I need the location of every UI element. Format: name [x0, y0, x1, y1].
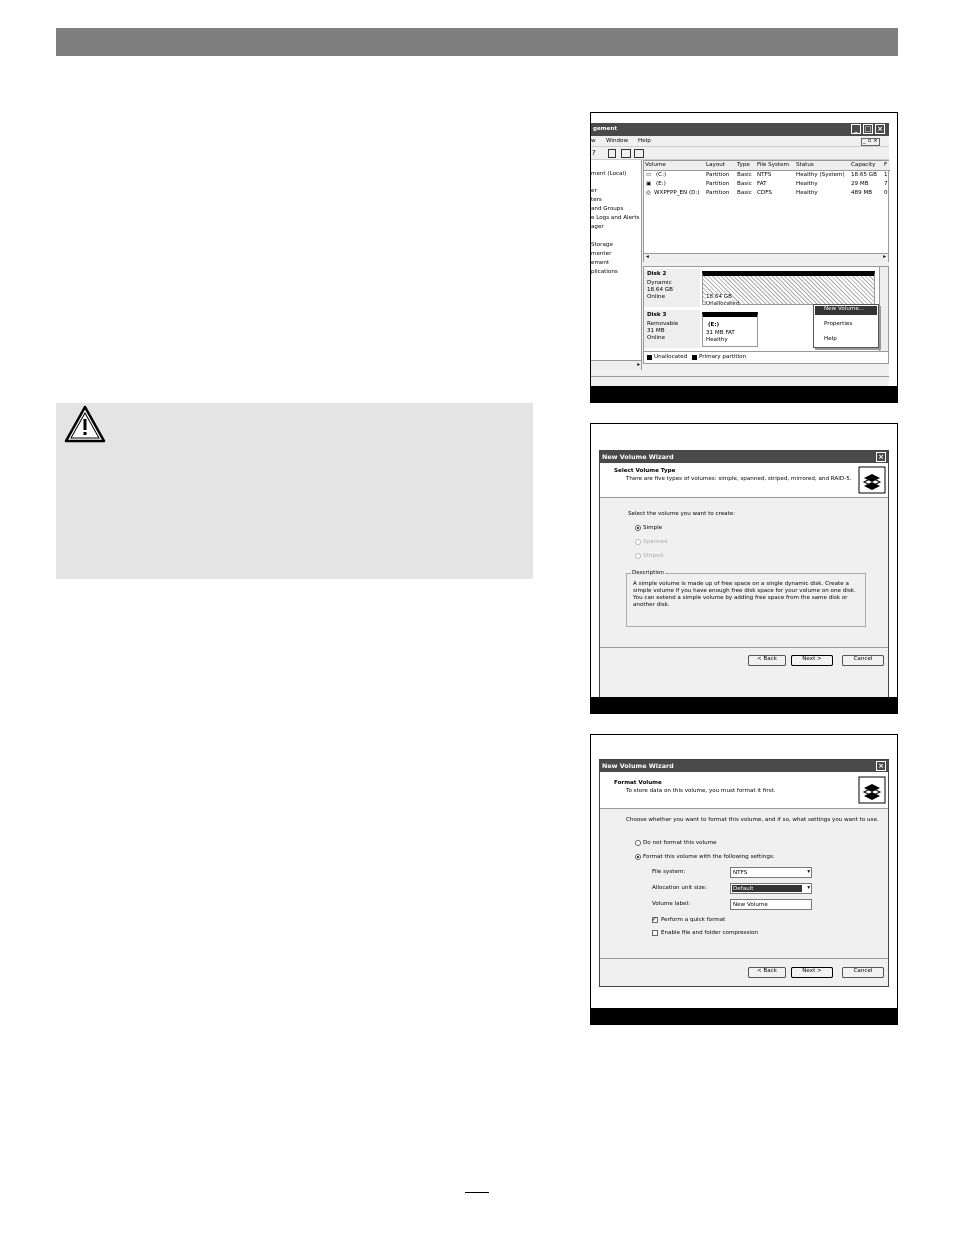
- title-bar: [591, 123, 889, 136]
- menu-bar: [591, 136, 889, 147]
- col-header[interactable]: Type: [737, 162, 750, 168]
- list-header: [644, 161, 890, 171]
- cancel-label: Cancel: [853, 968, 873, 974]
- disk2-size: 18.64 GB: [647, 287, 673, 293]
- legend-swatch: [692, 355, 697, 360]
- next-button[interactable]: [791, 655, 833, 666]
- screenshot-disk-management: [590, 112, 898, 403]
- drive-icon: ▭: [646, 172, 652, 178]
- disk2-label[interactable]: [644, 269, 700, 307]
- wizard-heading: Select Volume Type: [614, 468, 676, 474]
- close-button[interactable]: ×: [876, 761, 886, 771]
- wizard-subheading: There are five types of volumes: simple, spanned, striped, mirrored, and RAID-5.: [626, 476, 852, 482]
- scroll-right-icon[interactable]: ▸: [883, 254, 886, 260]
- legend-label: Primary partition: [699, 354, 747, 360]
- next-label: Next >: [802, 656, 822, 662]
- cell: NTFS: [757, 172, 772, 178]
- option-simple-label: Simple: [643, 525, 663, 531]
- cell: Healthy: [796, 190, 818, 196]
- check-mark-icon: ✓: [652, 916, 658, 923]
- tree-item[interactable]: ment (Local): [591, 171, 627, 177]
- tree-item[interactable]: er: [591, 188, 597, 194]
- table-row[interactable]: [644, 171, 890, 180]
- tree-item[interactable]: and Groups: [591, 206, 624, 212]
- disk3-state: Online: [647, 335, 666, 341]
- tree-item[interactable]: e Logs and Alerts: [591, 215, 640, 221]
- allocation-value: Default: [733, 886, 754, 892]
- tree-item[interactable]: ters: [591, 197, 602, 203]
- list-horizontal-scrollbar[interactable]: [644, 253, 888, 262]
- radio-striped[interactable]: [635, 553, 641, 559]
- allocation-label: Allocation unit size:: [652, 885, 707, 891]
- wizard-window: [599, 450, 889, 700]
- col-header[interactable]: Capacity: [851, 162, 876, 168]
- menu-item-new-volume[interactable]: New Volume...: [824, 306, 865, 312]
- warning-triangle-icon: [64, 405, 106, 443]
- cell: FAT: [757, 181, 767, 187]
- option-format-label: Format this volume with the following settings:: [643, 854, 775, 860]
- child-window-controls[interactable]: _ ▫ ×: [863, 138, 878, 144]
- divider: [600, 958, 888, 959]
- minimize-button[interactable]: _: [851, 124, 861, 134]
- window-body: [591, 136, 889, 401]
- radio-simple[interactable]: [635, 525, 641, 531]
- cell: Partition: [706, 172, 730, 178]
- cell: (E:): [656, 181, 666, 187]
- cell: Healthy: [796, 181, 818, 187]
- part-volume: (E:): [708, 322, 720, 328]
- description-group: [626, 570, 866, 627]
- divider: [600, 647, 888, 648]
- scroll-right-icon[interactable]: ▸: [637, 362, 640, 368]
- caption-bar: [591, 386, 897, 402]
- screenshot-select-volume-type: [590, 423, 898, 714]
- warning-note-box: [56, 403, 533, 579]
- volume-prompt: Select the volume you want to create:: [628, 511, 736, 517]
- menu-item-view[interactable]: w: [591, 138, 596, 144]
- volume-label-value: New Volume: [733, 902, 768, 908]
- format-prompt: Choose whether you want to format this volume, and if so, what settings you want to use.: [626, 817, 879, 823]
- radio-format[interactable]: [635, 854, 641, 860]
- wizard-subheading: To store data on this volume, you must format it first.: [626, 788, 776, 794]
- quick-format-label: Perform a quick format: [661, 917, 726, 923]
- legend-label: Unallocated: [654, 354, 688, 360]
- cell: 1: [884, 172, 888, 178]
- cell: 18.65 GB: [851, 172, 877, 178]
- console-tree: [591, 160, 642, 370]
- wizard-title: New Volume Wizard: [602, 762, 674, 770]
- compression-checkbox[interactable]: [652, 930, 658, 936]
- disk3-type: Removable: [647, 321, 679, 327]
- option-do-not-format-label: Do not format this volume: [643, 840, 717, 846]
- title-bar: [600, 760, 888, 772]
- tree-item[interactable]: menter: [591, 251, 612, 257]
- tree-item[interactable]: plications: [591, 269, 618, 275]
- disk3-label[interactable]: [644, 310, 700, 348]
- radio-spanned[interactable]: [635, 539, 641, 545]
- cell: 489 MB: [851, 190, 873, 196]
- volume-label-label: Volume label:: [652, 901, 690, 907]
- cell: Basic: [737, 172, 752, 178]
- table-row[interactable]: [644, 189, 890, 198]
- close-button[interactable]: ×: [876, 452, 886, 462]
- caption-bar: [591, 1008, 897, 1024]
- compression-label: Enable file and folder compression: [661, 930, 758, 936]
- file-system-value: NTFS: [733, 870, 748, 876]
- cell: 0: [884, 190, 888, 196]
- disk3-partition[interactable]: [702, 312, 758, 347]
- file-system-select[interactable]: [730, 867, 812, 878]
- context-menu: [813, 304, 879, 348]
- tree-item[interactable]: Storage: [591, 242, 613, 248]
- part-state: Healthy: [706, 337, 728, 343]
- title-bar: [600, 451, 888, 463]
- cell: Partition: [706, 190, 730, 196]
- cell: (C:): [656, 172, 667, 178]
- cancel-label: Cancel: [853, 656, 873, 662]
- close-button[interactable]: ×: [875, 124, 885, 134]
- tree-item[interactable]: ager: [591, 224, 604, 230]
- next-button[interactable]: [791, 967, 833, 978]
- chevron-down-icon: ▾: [807, 885, 810, 891]
- disk2-type: Dynamic: [647, 280, 672, 286]
- wizard-window: [599, 759, 889, 987]
- description-line: You can extend a simple volume by adding free space from the same disk or: [633, 595, 848, 601]
- description-line: another disk.: [633, 602, 670, 608]
- allocation-select[interactable]: [730, 883, 812, 894]
- menu-item-help[interactable]: Help: [824, 336, 837, 342]
- description-line: simple volume if you have enough free disk space for your volume on one disk.: [633, 588, 856, 594]
- wizard-disk-stack-icon: [858, 466, 886, 494]
- wizard-heading: Format Volume: [614, 780, 662, 786]
- back-label: < Back: [756, 656, 778, 662]
- page-header-bar: [56, 28, 898, 56]
- maximize-button[interactable]: □: [864, 125, 872, 133]
- col-header[interactable]: Status: [796, 162, 814, 168]
- description-label: Description: [632, 570, 664, 576]
- wizard-header: [600, 772, 888, 809]
- wizard-title: New Volume Wizard: [602, 453, 674, 461]
- cell: CDFS: [757, 190, 772, 196]
- list-icon[interactable]: [634, 149, 644, 158]
- vertical-scrollbar[interactable]: [879, 267, 888, 351]
- screenshot-format-volume: [590, 734, 898, 1025]
- description-line: A simple volume is made up of free space on a single dynamic disk. Create a: [633, 581, 849, 587]
- part-size: 18.64 GB: [706, 294, 732, 300]
- option-striped-label: Striped: [643, 553, 664, 559]
- file-system-label: File system:: [652, 869, 686, 875]
- volume-list: [643, 160, 889, 262]
- cell: Basic: [737, 181, 752, 187]
- volume-label-input[interactable]: [730, 899, 812, 910]
- col-header[interactable]: Volume: [645, 162, 666, 168]
- cell: 7: [884, 181, 888, 187]
- cell: Partition: [706, 181, 730, 187]
- page-number-rule: [465, 1192, 489, 1193]
- col-header[interactable]: Layout: [706, 162, 726, 168]
- col-header[interactable]: F: [884, 162, 888, 168]
- menu-item-properties[interactable]: Properties: [824, 321, 853, 327]
- disk2-name: Disk 2: [647, 271, 667, 277]
- cancel-button[interactable]: [842, 655, 884, 666]
- removable-drive-icon: ▣: [646, 181, 652, 187]
- part-fs: 31 MB FAT: [706, 330, 735, 336]
- disk-icon[interactable]: [621, 149, 631, 158]
- chevron-down-icon: ▾: [807, 869, 810, 875]
- wizard-disk-stack-icon: [858, 776, 886, 804]
- back-button[interactable]: [748, 655, 786, 666]
- scroll-left-icon[interactable]: ◂: [646, 254, 649, 260]
- caption-bar: [591, 697, 897, 713]
- disk2-state: Online: [647, 294, 666, 300]
- back-label: < Back: [756, 968, 778, 974]
- toolbar: [591, 147, 889, 160]
- menu-item-window[interactable]: Window: [606, 138, 629, 144]
- window-title: gement: [593, 126, 618, 132]
- option-spanned-label: Spanned: [643, 539, 668, 545]
- next-label: Next >: [802, 968, 822, 974]
- cell: WXPFPP_EN (D:): [654, 190, 700, 196]
- cell: 29 MB: [851, 181, 869, 187]
- cell: Healthy (System): [796, 172, 845, 178]
- col-header[interactable]: File System: [757, 162, 789, 168]
- part-state: Unallocated: [706, 301, 740, 307]
- legend-swatch: [647, 355, 652, 360]
- cell: Basic: [737, 190, 752, 196]
- help-icon[interactable]: ?: [592, 149, 596, 157]
- horizontal-scrollbar[interactable]: [591, 360, 641, 370]
- tree-item[interactable]: ement: [591, 260, 610, 266]
- disk2-unallocated-region[interactable]: [702, 271, 875, 305]
- cd-drive-icon: ◎: [646, 190, 651, 196]
- legend: [644, 351, 888, 362]
- radio-do-not-format[interactable]: [635, 840, 641, 846]
- disk3-size: 31 MB: [647, 328, 665, 334]
- back-button[interactable]: [748, 967, 786, 978]
- wizard-header: [600, 463, 888, 498]
- table-row[interactable]: [644, 180, 890, 189]
- disk3-name: Disk 3: [647, 312, 667, 318]
- cancel-button[interactable]: [842, 967, 884, 978]
- menu-item-help[interactable]: Help: [638, 138, 651, 144]
- properties-icon[interactable]: [608, 149, 616, 158]
